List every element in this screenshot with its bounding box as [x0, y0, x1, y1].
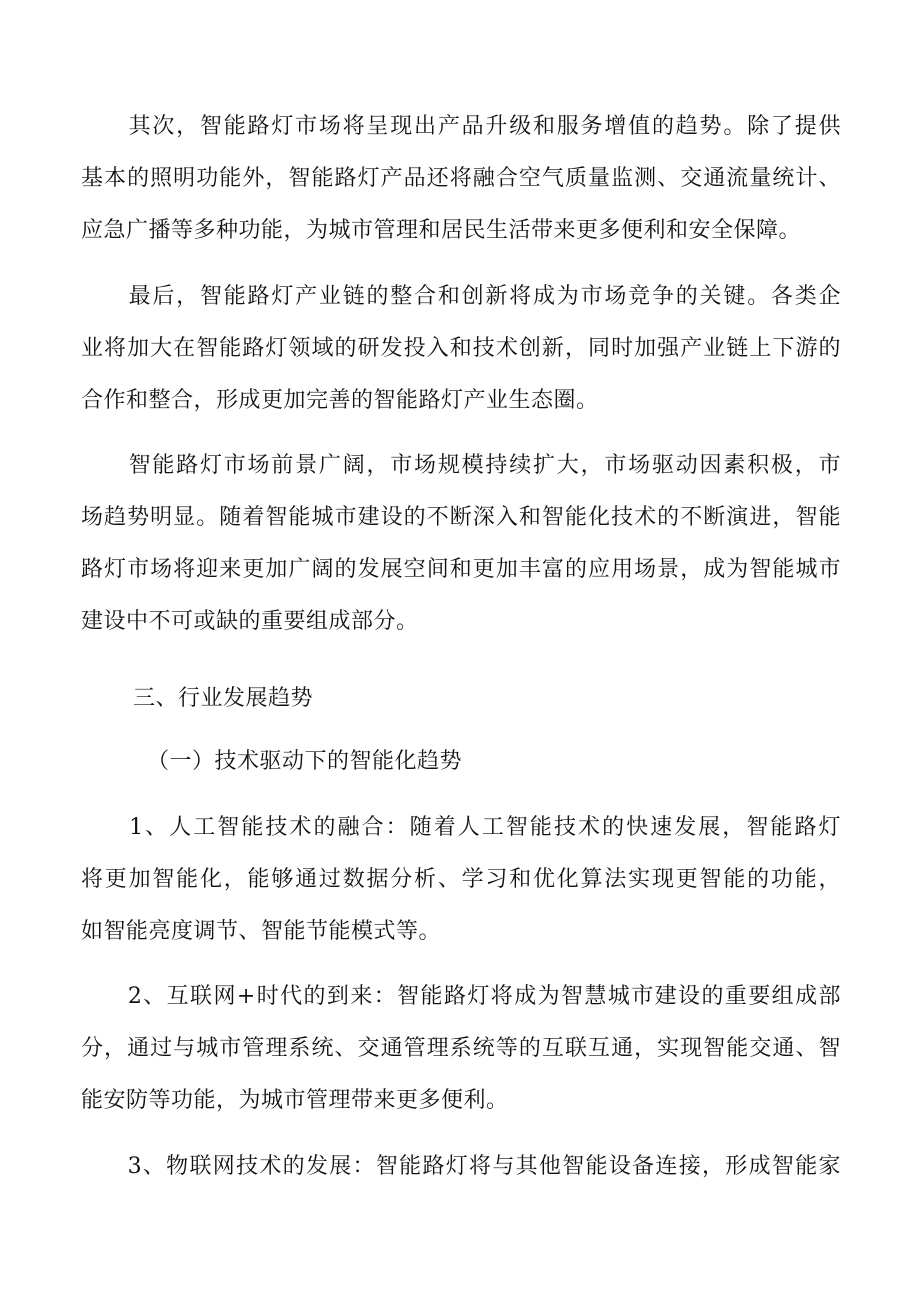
paragraph-industry-chain — [81, 271, 841, 427]
subsection-heading: （一）技术驱动下的智能化趋势 — [147, 749, 463, 774]
list-item-iot — [81, 1141, 841, 1193]
paragraph-line: 场趋势明显。随着智能城市建设的不断深入和智能化技术的不断演进，智能 — [81, 505, 841, 530]
list-item-internet-plus — [81, 971, 841, 1127]
paragraph-market-outlook — [81, 440, 841, 648]
paragraph-line: 将更加智能化，能够通过数据分析、学习和优化算法实现更智能的功能， — [81, 867, 841, 892]
section-heading: 三、行业发展趋势 — [133, 686, 314, 711]
paragraph-line: 2、互联网+时代的到来：智能路灯将成为智慧城市建设的重要组成部 — [81, 984, 841, 1009]
paragraph-product-upgrade — [81, 101, 841, 257]
paragraph-line: 如智能亮度调节、智能节能模式等。 — [81, 919, 442, 944]
paragraph-line: 建设中不可或缺的重要组成部分。 — [81, 609, 419, 634]
paragraph-line: 路灯市场将迎来更加广阔的发展空间和更加丰富的应用场景，成为智能城市 — [81, 557, 841, 582]
list-item-ai-integration — [81, 802, 841, 958]
paragraph-line: 合作和整合，形成更加完善的智能路灯产业生态圈。 — [81, 388, 599, 413]
paragraph-line: 1、人工智能技术的融合：随着人工智能技术的快速发展，智能路灯 — [81, 815, 841, 840]
paragraph-line: 智能路灯市场前景广阔，市场规模持续扩大，市场驱动因素积极，市 — [81, 453, 841, 478]
paragraph-line: 其次，智能路灯市场将呈现出产品升级和服务增值的趋势。除了提供 — [81, 114, 841, 139]
paragraph-line: 最后，智能路灯产业链的整合和创新将成为市场竞争的关键。各类企 — [81, 284, 841, 309]
paragraph-line: 基本的照明功能外，智能路灯产品还将融合空气质量监测、交通流量统计、 — [81, 166, 841, 191]
paragraph-line: 能安防等功能，为城市管理带来更多便利。 — [81, 1088, 509, 1113]
paragraph-line: 业将加大在智能路灯领域的研发投入和技术创新，同时加强产业链上下游的 — [81, 336, 841, 361]
paragraph-line: 3、物联网技术的发展：智能路灯将与其他智能设备连接，形成智能家 — [81, 1154, 841, 1179]
paragraph-line: 分，通过与城市管理系统、交通管理系统等的互联互通，实现智能交通、智 — [81, 1036, 841, 1061]
paragraph-line: 应急广播等多种功能，为城市管理和居民生活带来更多便利和安全保障。 — [81, 218, 802, 243]
